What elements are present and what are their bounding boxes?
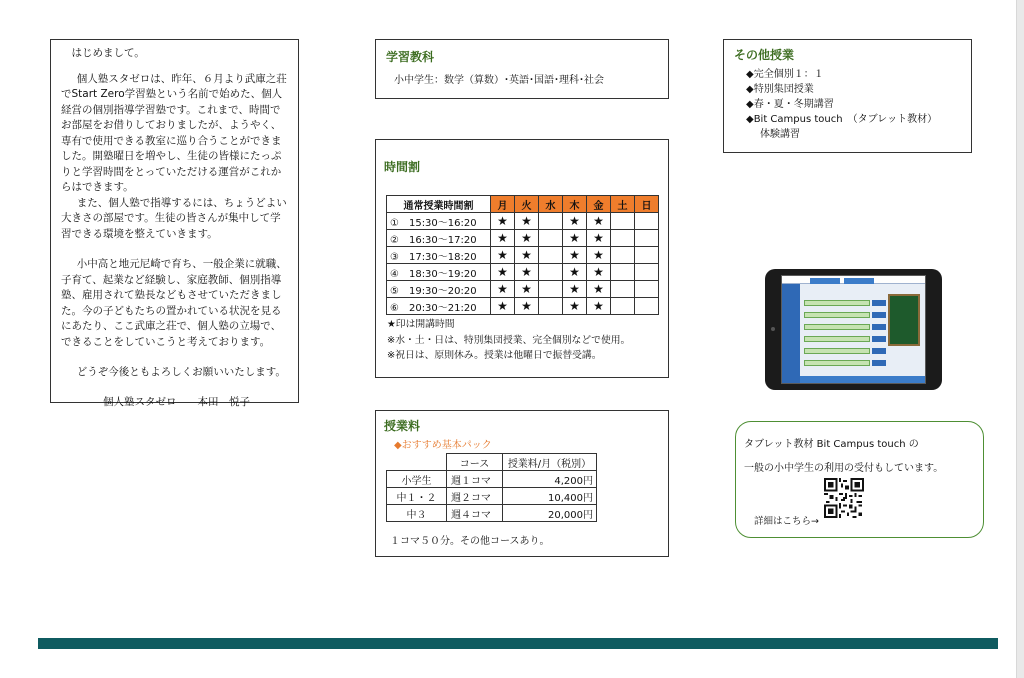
fees-price: 4,200円 [503, 471, 597, 488]
schedule-box [375, 139, 669, 378]
schedule-cell: ★ [515, 264, 539, 281]
intro-letter [50, 39, 299, 408]
schedule-cell [635, 247, 659, 264]
fees-grade: 中１・２ [387, 488, 447, 505]
schedule-note: ※祝日は、原則休み。授業は他曜日で振替受講。 [387, 350, 602, 361]
schedule-cell [539, 281, 563, 298]
schedule-cell: ★ [515, 230, 539, 247]
intro-greeting: はじめまして。 [71, 47, 145, 59]
schedule-cell: ★ [563, 247, 587, 264]
schedule-table [386, 195, 659, 315]
table-row [387, 505, 597, 522]
day-header: 月 [491, 196, 515, 213]
schedule-cell: ★ [563, 264, 587, 281]
schedule-cell [611, 247, 635, 264]
schedule-cell: ★ [515, 281, 539, 298]
schedule-cell [611, 213, 635, 230]
other-classes-title: その他授業 [734, 48, 795, 62]
schedule-cell: ★ [491, 264, 515, 281]
table-row [387, 471, 597, 488]
schedule-cell: ★ [491, 298, 515, 315]
day-header: 日 [635, 196, 659, 213]
schedule-cell: ★ [563, 213, 587, 230]
table-row [387, 213, 659, 230]
subjects-text: 小中学生：数学（算数）･英語･国語･理科･社会 [394, 75, 604, 86]
time-slot: ② 16:30～17:20 [387, 230, 491, 247]
fees-course: 週１コマ [447, 471, 503, 488]
schedule-cell: ★ [491, 281, 515, 298]
time-slot: ⑥ 20:30～21:20 [387, 298, 491, 315]
fees-header-row [387, 454, 597, 471]
time-slot: ① 15:30～16:20 [387, 213, 491, 230]
other-classes-box [723, 39, 972, 153]
list-item: ◆完全個別１：１ [746, 69, 824, 80]
table-row [387, 281, 659, 298]
day-header: 火 [515, 196, 539, 213]
schedule-cell: ★ [587, 298, 611, 315]
schedule-cell: ★ [515, 213, 539, 230]
intro-closing: どうぞ今後ともよろしくお願いいたします。 [76, 366, 286, 378]
schedule-header-row [387, 196, 659, 213]
day-header: 水 [539, 196, 563, 213]
qr-code-icon[interactable] [824, 478, 864, 518]
schedule-cell: ★ [491, 213, 515, 230]
schedule-cell [635, 298, 659, 315]
schedule-cell [539, 264, 563, 281]
list-item-sub: 体験講習 [760, 129, 800, 140]
other-classes-list [734, 67, 961, 142]
details-link[interactable]: 詳細はこちら→ [754, 516, 819, 527]
fees-grade: 中３ [387, 505, 447, 522]
table-row [387, 264, 659, 281]
schedule-cell: ★ [563, 298, 587, 315]
list-item: ◆春・夏・冬期講習 [746, 99, 834, 110]
tablet-info-card [735, 421, 984, 538]
schedule-cell: ★ [587, 264, 611, 281]
fees-header-course: コース [447, 454, 503, 471]
fees-header-price: 授業料/月（税別） [503, 454, 597, 471]
schedule-cell [635, 213, 659, 230]
fees-course: 週４コマ [447, 505, 503, 522]
schedule-note: ※水・土・日は、特別集団授業、完全個別などで使用。 [387, 334, 631, 346]
schedule-note: ★印は開講時間 [387, 319, 455, 330]
fees-price: 10,400円 [503, 488, 597, 505]
schedule-notes [384, 317, 660, 364]
scrollbar-track[interactable] [1016, 0, 1024, 678]
day-header: 金 [587, 196, 611, 213]
schedule-cell [611, 281, 635, 298]
fees-price: 20,000円 [503, 505, 597, 522]
table-row [387, 298, 659, 315]
tablet-image [765, 269, 942, 390]
schedule-cell [539, 213, 563, 230]
schedule-cell: ★ [587, 281, 611, 298]
fees-grade: 小学生 [387, 471, 447, 488]
table-row [387, 247, 659, 264]
subjects-box [375, 39, 669, 99]
schedule-cell: ★ [491, 230, 515, 247]
time-slot: ③ 17:30～18:20 [387, 247, 491, 264]
tablet-screen [781, 275, 926, 384]
fees-header-blank [387, 454, 447, 471]
intro-paragraph-3: 小中高と地元尼崎で育ち、一般企業に就職、子育て、起業など経験し、家庭教師、個別指導塾、雇用されて塾長などもさせていただきました。今の子どもたちの置かれている状況を見るにあたり、ここ武庫之荘で、個人塾の立場で、できることをしていこうと考えております。 [61, 258, 287, 348]
intro-signature: 個人塾スタゼロ 本田 悦子 [103, 395, 250, 408]
schedule-header-label: 通常授業時間割 [387, 196, 491, 213]
fees-box [375, 410, 669, 557]
intro-paragraph-2: また、個人塾で指導するには、ちょうどよい大きさの部屋です。生徒の皆さんが集中して学習できる環境を整えていきます。 [61, 196, 287, 240]
fees-pack-label: ◆おすすめ基本パック [394, 440, 492, 451]
fees-course: 週２コマ [447, 488, 503, 505]
time-slot: ④ 18:30～19:20 [387, 264, 491, 281]
fees-title: 授業料 [384, 419, 421, 433]
schedule-title: 時間割 [384, 160, 421, 174]
schedule-cell: ★ [515, 247, 539, 264]
schedule-cell: ★ [587, 213, 611, 230]
schedule-cell [539, 247, 563, 264]
schedule-cell [539, 298, 563, 315]
schedule-cell: ★ [587, 230, 611, 247]
schedule-cell: ★ [515, 298, 539, 315]
schedule-cell [611, 264, 635, 281]
schedule-cell: ★ [587, 247, 611, 264]
subjects-title: 学習教科 [386, 50, 435, 64]
day-header: 土 [611, 196, 635, 213]
schedule-body [387, 213, 659, 315]
fees-table [386, 453, 597, 522]
table-row [387, 230, 659, 247]
schedule-cell: ★ [563, 281, 587, 298]
schedule-cell [635, 281, 659, 298]
schedule-cell [635, 230, 659, 247]
schedule-cell [611, 230, 635, 247]
schedule-cell [635, 264, 659, 281]
footer-bar [38, 638, 998, 649]
camera-dot [771, 327, 775, 331]
tablet-info-line-1: タブレット教材 Bit Campus touch の [744, 439, 919, 450]
tablet-info-line-2: 一般の小中学生の利用の受付もしています。 [744, 463, 944, 474]
table-row [387, 488, 597, 505]
list-item: ◆Bit Campus touch （タブレット教材） [746, 114, 938, 125]
schedule-cell [611, 298, 635, 315]
schedule-cell: ★ [491, 247, 515, 264]
schedule-cell [539, 230, 563, 247]
list-item: ◆特別集団授業 [746, 84, 814, 95]
schedule-cell: ★ [563, 230, 587, 247]
day-header: 木 [563, 196, 587, 213]
time-slot: ⑤ 19:30～20:20 [387, 281, 491, 298]
fees-note: １コマ５０分。その他コースあり。 [390, 536, 550, 547]
intro-paragraph-1: 個人塾スタゼロは、昨年、６月より武庫之荘でStart Zero学習塾という名前で始めた、個人経営の個別指導学習塾です。これまで、時間でお部屋をお借りしておりましたが、ようやく、専有で使用できる教室に巡り合うことができました。開塾曜日を増やし、生徒の皆様にたっぷりと学習時間をとっていただける運営がこれからはできます。 [61, 72, 287, 193]
